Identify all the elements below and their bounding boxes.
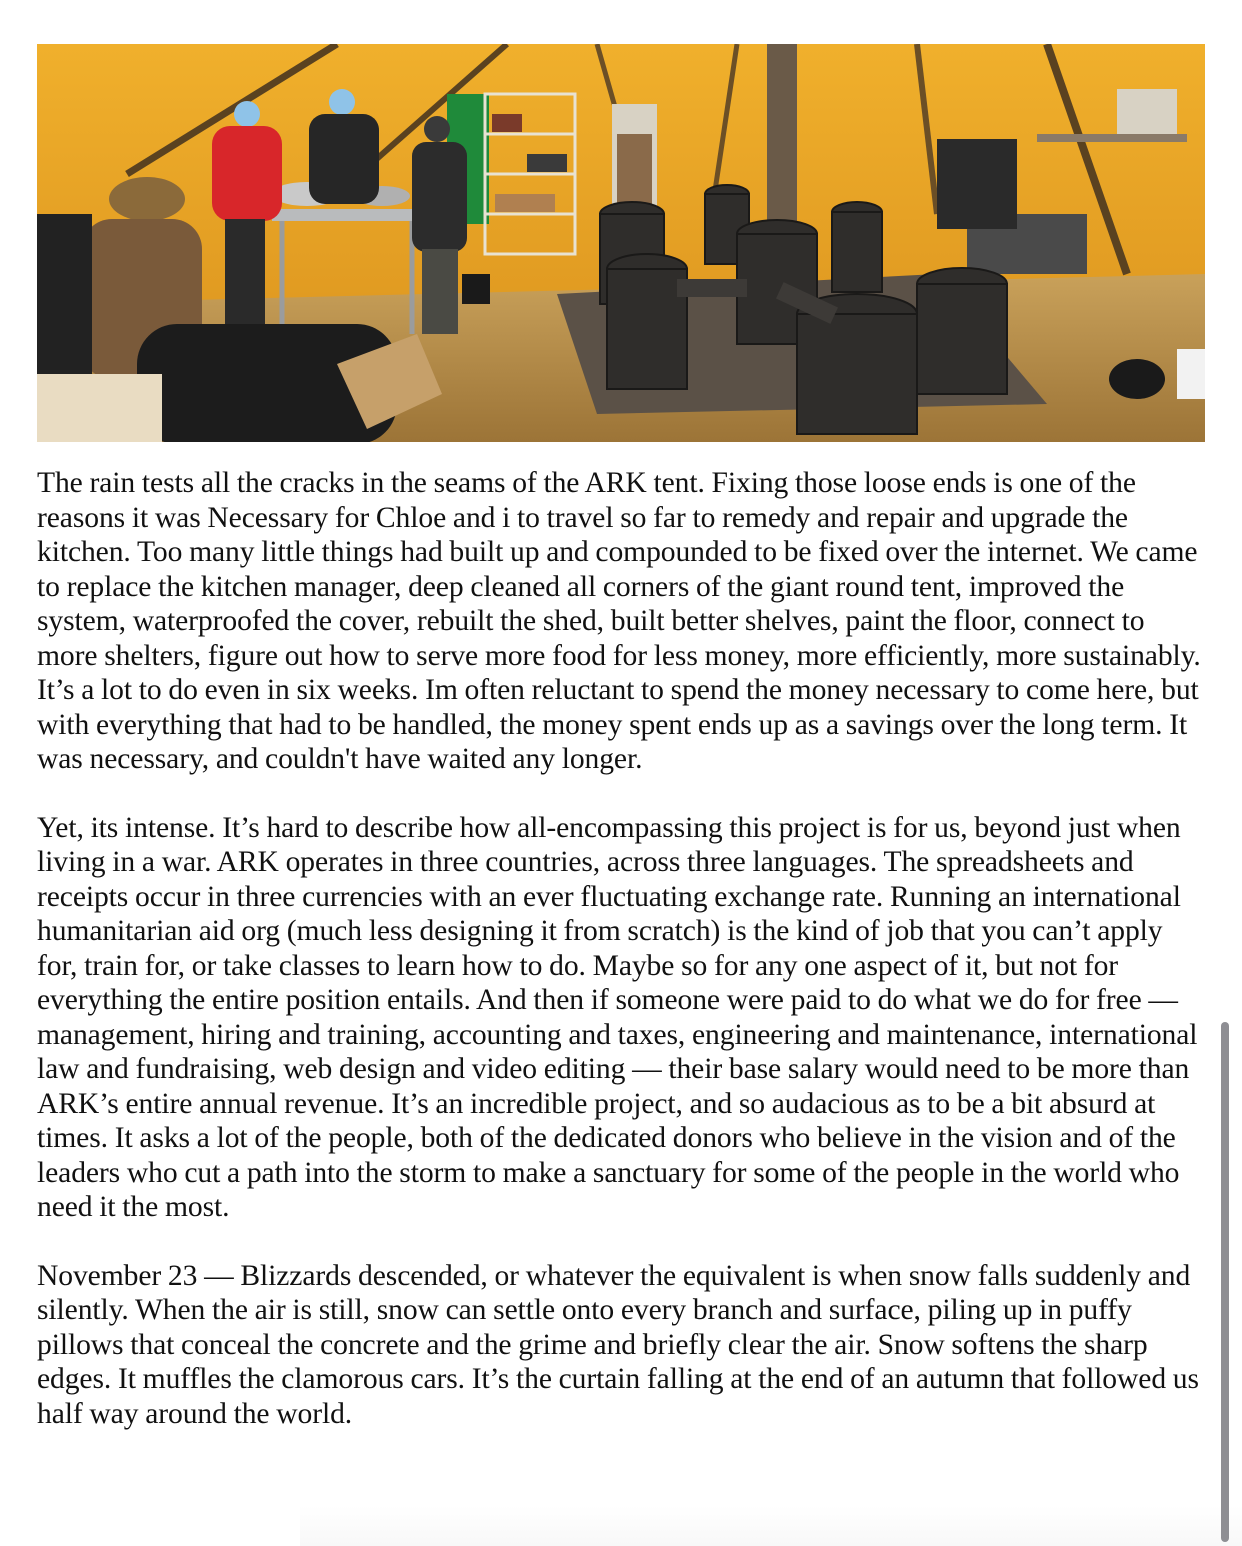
paragraph: November 23 — Blizzards descended, or whatever the equivalent is when snow falls suddenly and silently. When the air is still, snow can settle onto every branch and surface, piling up in puffy pillows that conceal the concrete and the grime and briefly clear the air. Snow softens the sharp edges. It muffles the clamorous cars. It’s the curtain falling at the end of an autumn that followed us half way around the world. xyxy=(37,1259,1199,1430)
paragraph: Yet, its intense. It’s hard to describe how all-encompassing this project is for us, beyond just when living in a war. ARK operates in three countries, across three languages. The spreadsheets and receipts occur in three currencies with an ever fluctuating exchange rate. Running an international humanitarian aid org (much less designing it from scratch) is the kind of job that you can’t apply for, train for, or take classes to learn how to do. Maybe so for any one aspect of it, but not for everything the entire position entails. And then if someone were paid to do what we do for free — management, hiring and training, accounting and taxes, engineering and maintenance, international law and fundraising, web design and video editing — their base salary would need to be more than ARK’s entire annual revenue. It’s an incredible project, and so audacious as to be a bit absurd at times. It asks a lot of the people, both of the dedicated donors who believe in the vision and of the leaders who cut a path into the storm to make a sanctuary for some of the people in the world who need it the most. xyxy=(37,811,1198,1223)
article-page xyxy=(37,44,1207,1465)
paragraph: The rain tests all the cracks in the seams of the ARK tent. Fixing those loose ends is one of the reasons it was Necessary for Chloe and i to travel so far to remedy and repair and upgrade the kitchen. Too many little things had built up and compounded to be fixed over the internet. We came to replace the kitchen manager, deep cleaned all corners of the giant round tent, improved the system, waterproofed the cover, rebuilt the shed, built better shelves, paint the floor, connect to more shelters, figure out how to serve more food for less money, more efficiently, more sustainably. It’s a lot to do even in six weeks. Im often reluctant to spend the money necessary to come here, but with everything that had to be handled, the money spent ends up as a savings over the long term. It was necessary, and couldn't have waited any longer. xyxy=(37,467,1201,775)
vertical-scrollbar[interactable] xyxy=(1221,1022,1229,1542)
kitchen-tent-photo xyxy=(37,44,1205,442)
bottom-fade xyxy=(300,1506,1242,1546)
article-body xyxy=(37,466,1207,1431)
